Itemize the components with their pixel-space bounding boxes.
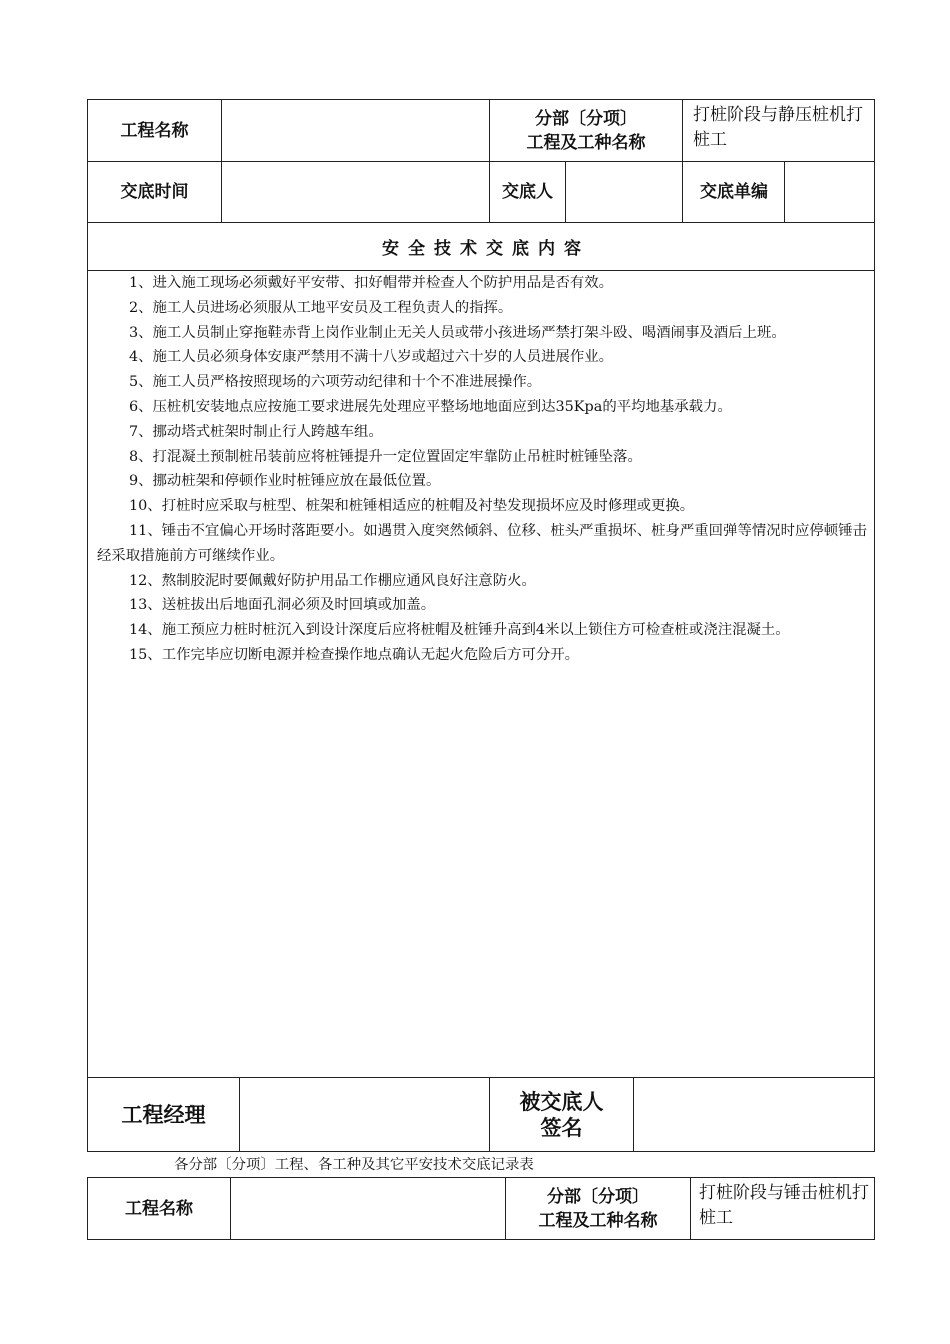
content-item: 15、工作完毕应切断电源并检查操作地点确认无起火危险后方可分开。 [129, 646, 580, 663]
doc-no-label: 交底单编 [700, 182, 768, 202]
doc-no-field[interactable] [785, 162, 875, 222]
form2-project-name-field[interactable] [231, 1178, 505, 1239]
form2-project-name-label: 工程名称 [125, 1198, 193, 1219]
content-item: 8、打混凝土预制桩吊装前应将桩锤提升一定位置固定牢靠防止吊桩时桩锤坠落。 [129, 448, 642, 465]
recipient-label-line2: 签名 [540, 1116, 583, 1140]
sub-project-label-line1: 分部〔分项〕 [535, 108, 637, 129]
recipient-signature-field[interactable] [634, 1078, 875, 1152]
form2-sub-project-value: 打桩阶段与锤击桩机打桩工 [699, 1183, 869, 1228]
form2-sub-project-label [506, 1178, 690, 1239]
recipient-label-line1: 被交底人 [519, 1090, 604, 1114]
content-item: 5、施工人员严格按照现场的六项劳动纪律和十个不准进展操作。 [129, 374, 542, 391]
project-name-field[interactable] [222, 100, 489, 161]
content-item: 14、施工预应力桩时桩沉入到设计深度后应将桩帽及桩锤升高到4米以上锁住方可检查桩或浇注混凝土。 [129, 622, 790, 639]
content-item: 9、挪动桩架和停顿作业时桩锤应放在最低位置。 [129, 473, 441, 490]
content-item: 1、进入施工现场必须戴好平安带、扣好帽带并检查人个防护用品是否有效。 [129, 275, 614, 291]
recipient-label [490, 1078, 633, 1152]
content-item: 10、打桩时应采取与桩型、桩架和桩锤相适应的桩帽及衬垫发现损坏应及时修理或更换。 [129, 498, 695, 515]
content-item: 2、施工人员进场必须服从工地平安员及工程负责人的指挥。 [129, 299, 513, 316]
safety-content [97, 271, 867, 668]
form-caption: 各分部〔分项〕工程、各工种及其它平安技术交底记录表 [174, 1157, 534, 1173]
time-label: 交底时间 [120, 182, 189, 202]
content-item: 3、施工人员制止穿拖鞋赤背上岗作业制止无关人员或带小孩进场严禁打架斗殴、喝酒闹事及酒后上班。 [129, 324, 786, 341]
content-item: 4、施工人员必须身体安康严禁用不满十八岁或超过六十岁的人员进展作业。 [129, 349, 614, 366]
form2-sub-project-label-line1: 分部〔分项〕 [547, 1186, 649, 1207]
briefer-label: 交底人 [502, 182, 553, 202]
sub-project-label [490, 100, 682, 161]
project-name-label: 工程名称 [120, 120, 189, 141]
time-field[interactable] [222, 162, 489, 222]
sub-project-label-line2: 工程及工种名称 [526, 132, 646, 153]
content-item: 11、锤击不宜偏心开场时落距要小。如遇贯入度突然倾斜、位移、桩头严重损坏、桩身严重回弹等情况时应停顿锤击经采取措施前方可继续作业。 [97, 522, 867, 564]
manager-label: 工程经理 [121, 1103, 206, 1127]
content-item: 12、熬制胶泥时要佩戴好防护用品工作棚应通风良好注意防火。 [129, 572, 536, 589]
briefer-field[interactable] [566, 162, 682, 222]
section-heading: 安全技术交底内容 [382, 239, 590, 259]
content-item: 7、挪动塔式桩架时制止行人跨越车组。 [129, 423, 383, 440]
manager-field[interactable] [240, 1078, 489, 1152]
sub-project-value: 打桩阶段与静压桩机打桩工 [693, 105, 863, 150]
form2-sub-project-label-line2: 工程及工种名称 [538, 1210, 658, 1231]
content-item: 13、送桩拔出后地面孔洞必须及时回填或加盖。 [129, 597, 436, 614]
content-item: 6、压桩机安装地点应按施工要求进展先处理应平整场地地面应到达35Kpa的平均地基承载力。 [129, 398, 732, 415]
